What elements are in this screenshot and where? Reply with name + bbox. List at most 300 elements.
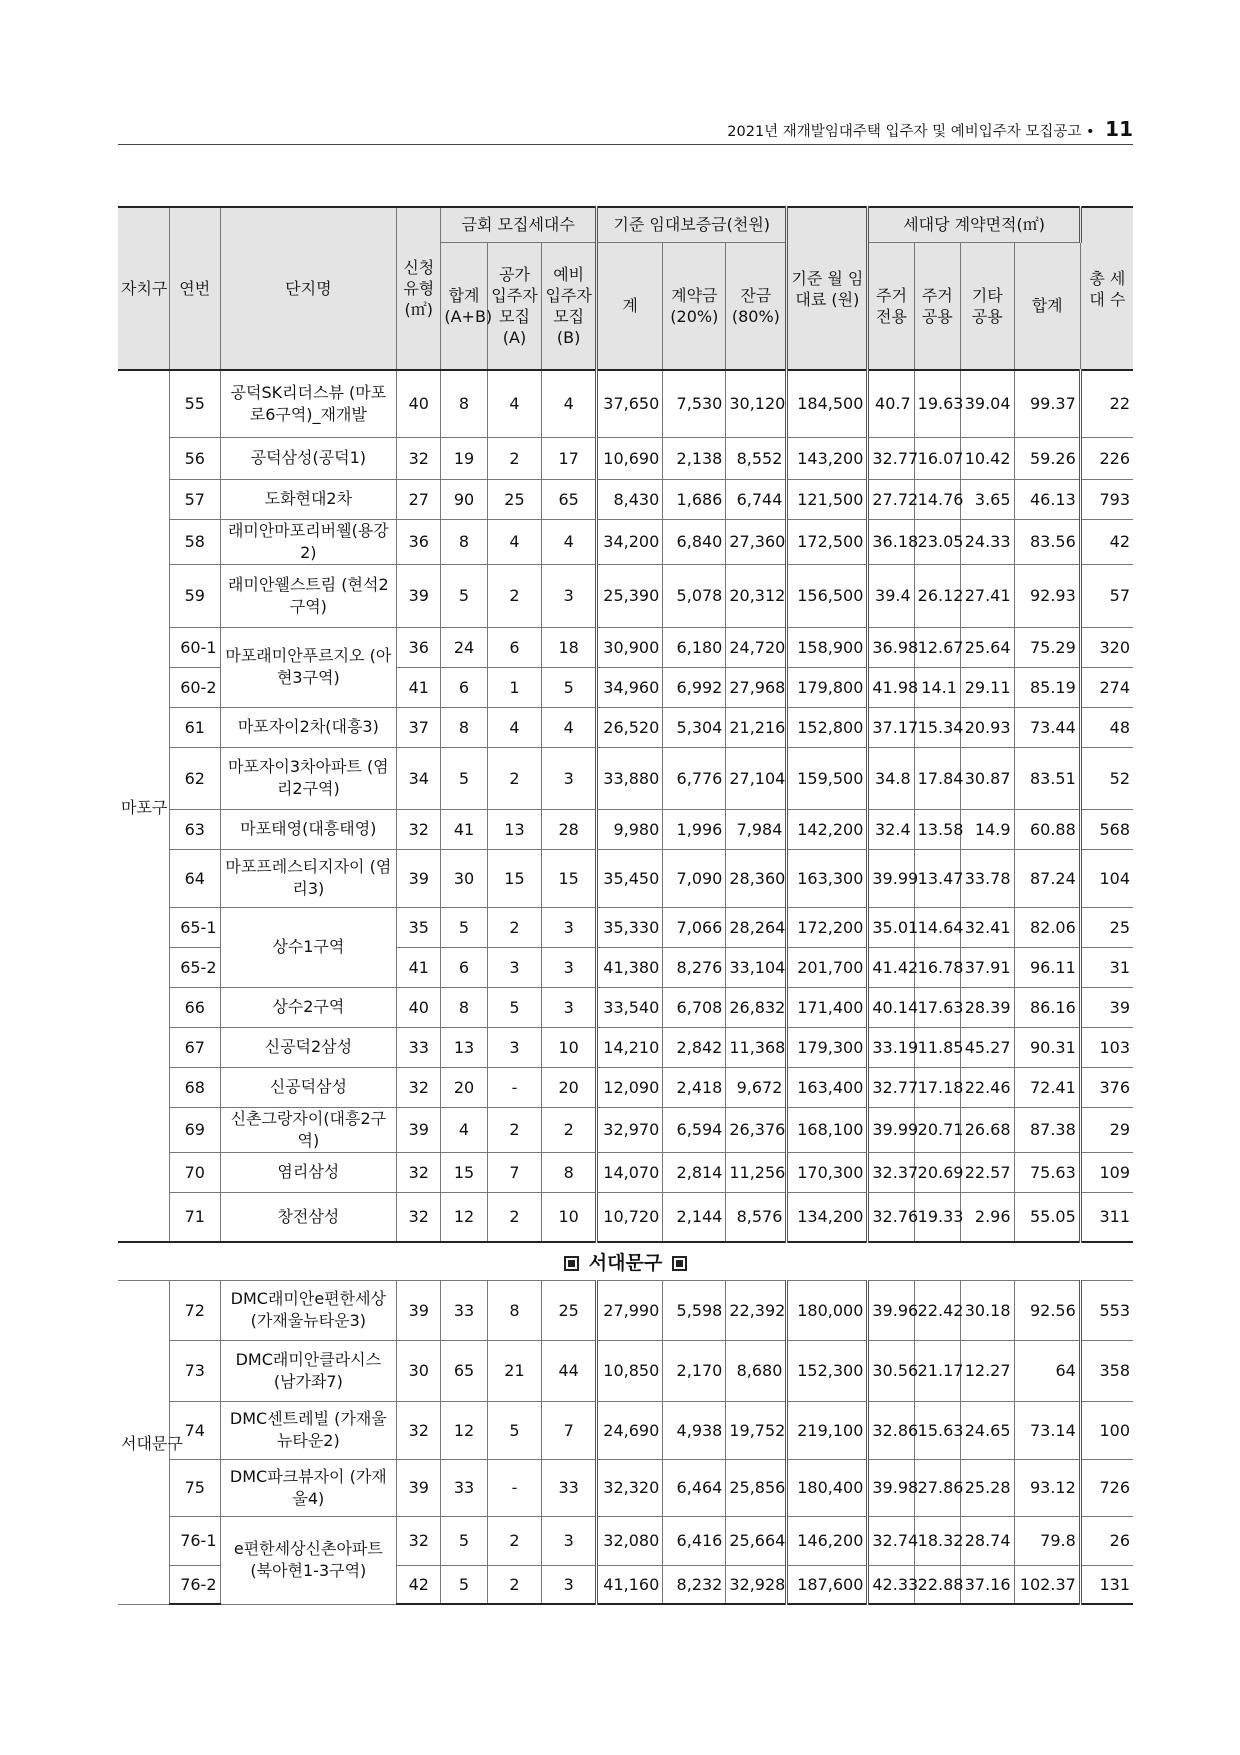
table-row xyxy=(118,1152,1133,1192)
exclusive-cell: 32.74 xyxy=(868,1516,914,1565)
table-row xyxy=(118,564,1133,627)
reserve-cell: 3 xyxy=(542,987,597,1027)
balance-cell: 11,368 xyxy=(726,1027,787,1067)
table-row xyxy=(118,987,1133,1027)
other-cell: 32.41 xyxy=(960,907,1014,947)
exclusive-cell: 27.72 xyxy=(868,479,914,519)
down-cell: 5,304 xyxy=(663,707,726,747)
common-cell: 23.05 xyxy=(914,519,960,564)
deposit-cell: 10,850 xyxy=(597,1340,663,1401)
other-cell: 37.91 xyxy=(960,947,1014,987)
no-cell: 58 xyxy=(170,519,220,564)
vacant-cell: 4 xyxy=(487,370,542,437)
complex-name-cell: DMC센트레빌 (가재울뉴타운2) xyxy=(220,1401,397,1459)
no-cell: 60-2 xyxy=(170,667,220,707)
balance-cell: 26,832 xyxy=(726,987,787,1027)
reserve-cell: 4 xyxy=(542,707,597,747)
reserve-cell: 3 xyxy=(542,1565,597,1604)
complex-name-cell: 상수2구역 xyxy=(220,987,397,1027)
table-row xyxy=(118,907,1133,947)
common-cell: 13.58 xyxy=(914,809,960,849)
down-cell: 5,598 xyxy=(663,1280,726,1340)
exclusive-cell: 33.19 xyxy=(868,1027,914,1067)
vacant-cell: 2 xyxy=(487,1192,542,1242)
reserve-cell: 3 xyxy=(542,907,597,947)
area_sum-cell: 82.06 xyxy=(1014,907,1080,947)
vacant-cell: 2 xyxy=(487,747,542,809)
no-cell: 63 xyxy=(170,809,220,849)
col-down: 계약금 (20%) xyxy=(663,242,726,370)
total-cell: 6 xyxy=(441,947,487,987)
table-row xyxy=(118,809,1133,849)
down-cell: 2,814 xyxy=(663,1152,726,1192)
balance-cell: 32,928 xyxy=(726,1565,787,1604)
deposit-cell: 35,330 xyxy=(597,907,663,947)
other-cell: 22.57 xyxy=(960,1152,1014,1192)
other-cell: 45.27 xyxy=(960,1027,1014,1067)
table-row xyxy=(118,519,1133,564)
other-cell: 12.27 xyxy=(960,1340,1014,1401)
common-cell: 27.86 xyxy=(914,1459,960,1516)
no-cell: 56 xyxy=(170,437,220,479)
page-header xyxy=(118,118,1133,145)
balance-cell: 8,576 xyxy=(726,1192,787,1242)
deposit-cell: 34,960 xyxy=(597,667,663,707)
common-cell: 14.1 xyxy=(914,667,960,707)
households-cell: 793 xyxy=(1080,479,1133,519)
type-cell: 39 xyxy=(397,849,441,907)
page-number: 11 xyxy=(1105,117,1133,141)
area_sum-cell: 92.56 xyxy=(1014,1280,1080,1340)
type-cell: 32 xyxy=(397,437,441,479)
complex-name-cell: 상수1구역 xyxy=(220,907,397,987)
complex-name-cell: 신공덕삼성 xyxy=(220,1067,397,1107)
households-cell: 48 xyxy=(1080,707,1133,747)
complex-name-cell: 래미안웰스트림 (현석2구역) xyxy=(220,564,397,627)
exclusive-cell: 32.86 xyxy=(868,1401,914,1459)
other-cell: 30.18 xyxy=(960,1280,1014,1340)
common-cell: 14.64 xyxy=(914,907,960,947)
total-cell: 33 xyxy=(441,1280,487,1340)
down-cell: 6,416 xyxy=(663,1516,726,1565)
rent-cell: 179,800 xyxy=(787,667,868,707)
area_sum-cell: 75.63 xyxy=(1014,1152,1080,1192)
vacant-cell: 4 xyxy=(487,519,542,564)
type-cell: 32 xyxy=(397,809,441,849)
exclusive-cell: 37.17 xyxy=(868,707,914,747)
type-cell: 36 xyxy=(397,627,441,667)
other-cell: 22.46 xyxy=(960,1067,1014,1107)
area_sum-cell: 87.38 xyxy=(1014,1107,1080,1152)
vacant-cell: 3 xyxy=(487,1027,542,1067)
deposit-cell: 41,380 xyxy=(597,947,663,987)
deposit-cell: 32,320 xyxy=(597,1459,663,1516)
rent-cell: 179,300 xyxy=(787,1027,868,1067)
total-cell: 24 xyxy=(441,627,487,667)
common-cell: 15.34 xyxy=(914,707,960,747)
rent-cell: 163,300 xyxy=(787,849,868,907)
vacant-cell: - xyxy=(487,1459,542,1516)
type-cell: 32 xyxy=(397,1152,441,1192)
other-cell: 30.87 xyxy=(960,747,1014,809)
header-bullet: • xyxy=(1085,124,1095,140)
area_sum-cell: 96.11 xyxy=(1014,947,1080,987)
col-households: 총 세대 수 xyxy=(1080,207,1133,370)
table-row xyxy=(118,1280,1133,1340)
total-cell: 65 xyxy=(441,1340,487,1401)
households-cell: 26 xyxy=(1080,1516,1133,1565)
down-cell: 2,418 xyxy=(663,1067,726,1107)
rent-cell: 187,600 xyxy=(787,1565,868,1604)
other-cell: 28.74 xyxy=(960,1516,1014,1565)
deposit-cell: 35,450 xyxy=(597,849,663,907)
total-cell: 8 xyxy=(441,519,487,564)
area_sum-cell: 59.26 xyxy=(1014,437,1080,479)
households-cell: 568 xyxy=(1080,809,1133,849)
reserve-cell: 8 xyxy=(542,1152,597,1192)
no-cell: 76-2 xyxy=(170,1565,220,1604)
complex-name-cell: 창전삼성 xyxy=(220,1192,397,1242)
vacant-cell: 25 xyxy=(487,479,542,519)
down-cell: 6,594 xyxy=(663,1107,726,1152)
rent-cell: 180,000 xyxy=(787,1280,868,1340)
complex-name-cell: DMC파크뷰자이 (가재울4) xyxy=(220,1459,397,1516)
complex-name-cell: 마포래미안푸르지오 (아현3구역) xyxy=(220,627,397,707)
rent-cell: 142,200 xyxy=(787,809,868,849)
deposit-cell: 34,200 xyxy=(597,519,663,564)
vacant-cell: 1 xyxy=(487,667,542,707)
total-cell: 30 xyxy=(441,849,487,907)
balance-cell: 30,120 xyxy=(726,370,787,437)
type-cell: 27 xyxy=(397,479,441,519)
section-title-row xyxy=(118,1242,1133,1280)
households-cell: 131 xyxy=(1080,1565,1133,1604)
balance-cell: 27,968 xyxy=(726,667,787,707)
col-exclusive: 주거 전용 xyxy=(868,242,914,370)
vacant-cell: 5 xyxy=(487,1401,542,1459)
down-cell: 7,530 xyxy=(663,370,726,437)
col-vacant: 공가 입주자 모집 (A) xyxy=(487,242,542,370)
down-cell: 8,232 xyxy=(663,1565,726,1604)
deposit-cell: 30,900 xyxy=(597,627,663,667)
reserve-cell: 10 xyxy=(542,1027,597,1067)
households-cell: 376 xyxy=(1080,1067,1133,1107)
reserve-cell: 15 xyxy=(542,849,597,907)
exclusive-cell: 35.01 xyxy=(868,907,914,947)
vacant-cell: 5 xyxy=(487,987,542,1027)
no-cell: 76-1 xyxy=(170,1516,220,1565)
no-cell: 64 xyxy=(170,849,220,907)
deposit-cell: 14,210 xyxy=(597,1027,663,1067)
deposit-cell: 41,160 xyxy=(597,1565,663,1604)
reserve-cell: 7 xyxy=(542,1401,597,1459)
complex-name-cell: 신촌그랑자이(대흥2구역) xyxy=(220,1107,397,1152)
vacant-cell: - xyxy=(487,1067,542,1107)
households-cell: 726 xyxy=(1080,1459,1133,1516)
deposit-cell: 33,880 xyxy=(597,747,663,809)
no-cell: 61 xyxy=(170,707,220,747)
exclusive-cell: 32.4 xyxy=(868,809,914,849)
vacant-cell: 2 xyxy=(487,1516,542,1565)
type-cell: 34 xyxy=(397,747,441,809)
households-cell: 25 xyxy=(1080,907,1133,947)
vacant-cell: 2 xyxy=(487,1565,542,1604)
reserve-cell: 4 xyxy=(542,519,597,564)
common-cell: 16.78 xyxy=(914,947,960,987)
complex-name-cell: 도화현대2차 xyxy=(220,479,397,519)
rent-cell: 168,100 xyxy=(787,1107,868,1152)
no-cell: 70 xyxy=(170,1152,220,1192)
other-cell: 3.65 xyxy=(960,479,1014,519)
no-cell: 60-1 xyxy=(170,627,220,667)
total-cell: 6 xyxy=(441,667,487,707)
col-rent: 기준 월 임대료 (원) xyxy=(787,207,868,370)
common-cell: 20.71 xyxy=(914,1107,960,1152)
no-cell: 71 xyxy=(170,1192,220,1242)
common-cell: 17.63 xyxy=(914,987,960,1027)
exclusive-cell: 40.7 xyxy=(868,370,914,437)
deposit-cell: 25,390 xyxy=(597,564,663,627)
no-cell: 66 xyxy=(170,987,220,1027)
deposit-cell: 26,520 xyxy=(597,707,663,747)
rent-cell: 146,200 xyxy=(787,1516,868,1565)
deposit-cell: 9,980 xyxy=(597,809,663,849)
households-cell: 57 xyxy=(1080,564,1133,627)
exclusive-cell: 39.98 xyxy=(868,1459,914,1516)
reserve-cell: 3 xyxy=(542,947,597,987)
balance-cell: 24,720 xyxy=(726,627,787,667)
common-cell: 21.17 xyxy=(914,1340,960,1401)
total-cell: 41 xyxy=(441,809,487,849)
balance-cell: 8,680 xyxy=(726,1340,787,1401)
down-cell: 6,180 xyxy=(663,627,726,667)
type-cell: 32 xyxy=(397,1516,441,1565)
other-cell: 27.41 xyxy=(960,564,1014,627)
complex-name-cell: 마포자이2차(대흥3) xyxy=(220,707,397,747)
common-cell: 19.33 xyxy=(914,1192,960,1242)
households-cell: 109 xyxy=(1080,1152,1133,1192)
no-cell: 65-1 xyxy=(170,907,220,947)
vacant-cell: 3 xyxy=(487,947,542,987)
deposit-cell: 32,080 xyxy=(597,1516,663,1565)
common-cell: 15.63 xyxy=(914,1401,960,1459)
complex-name-cell: 마포자이3차아파트 (염리2구역) xyxy=(220,747,397,809)
rent-cell: 184,500 xyxy=(787,370,868,437)
col-type: 신청 유형 (㎡) xyxy=(397,207,441,370)
households-cell: 22 xyxy=(1080,370,1133,437)
other-cell: 25.28 xyxy=(960,1459,1014,1516)
down-cell: 6,840 xyxy=(663,519,726,564)
no-cell: 55 xyxy=(170,370,220,437)
col-area-sum: 합계 xyxy=(1014,242,1080,370)
households-cell: 100 xyxy=(1080,1401,1133,1459)
reserve-cell: 25 xyxy=(542,1280,597,1340)
other-cell: 26.68 xyxy=(960,1107,1014,1152)
other-cell: 10.42 xyxy=(960,437,1014,479)
rent-cell: 152,300 xyxy=(787,1340,868,1401)
rent-cell: 170,300 xyxy=(787,1152,868,1192)
deposit-cell: 24,690 xyxy=(597,1401,663,1459)
rental-housing-table xyxy=(118,206,1133,1605)
exclusive-cell: 39.96 xyxy=(868,1280,914,1340)
total-cell: 12 xyxy=(441,1192,487,1242)
reserve-cell: 44 xyxy=(542,1340,597,1401)
type-cell: 37 xyxy=(397,707,441,747)
area_sum-cell: 55.05 xyxy=(1014,1192,1080,1242)
total-cell: 15 xyxy=(441,1152,487,1192)
balance-cell: 19,752 xyxy=(726,1401,787,1459)
vacant-cell: 2 xyxy=(487,1107,542,1152)
other-cell: 39.04 xyxy=(960,370,1014,437)
common-cell: 13.47 xyxy=(914,849,960,907)
total-cell: 90 xyxy=(441,479,487,519)
no-cell: 59 xyxy=(170,564,220,627)
balance-cell: 11,256 xyxy=(726,1152,787,1192)
complex-name-cell: DMC래미안클라시스 (남가좌7) xyxy=(220,1340,397,1401)
area_sum-cell: 83.51 xyxy=(1014,747,1080,809)
balance-cell: 8,552 xyxy=(726,437,787,479)
deposit-cell: 10,720 xyxy=(597,1192,663,1242)
complex-name-cell: 공덕SK리더스뷰 (마포로6구역)_재개발 xyxy=(220,370,397,437)
other-cell: 33.78 xyxy=(960,849,1014,907)
other-cell: 24.33 xyxy=(960,519,1014,564)
complex-name-cell: 래미안마포리버웰(용강2) xyxy=(220,519,397,564)
rent-cell: 172,500 xyxy=(787,519,868,564)
area_sum-cell: 93.12 xyxy=(1014,1459,1080,1516)
vacant-cell: 21 xyxy=(487,1340,542,1401)
table-row xyxy=(118,1401,1133,1459)
rent-cell: 219,100 xyxy=(787,1401,868,1459)
exclusive-cell: 39.99 xyxy=(868,1107,914,1152)
table-row xyxy=(118,479,1133,519)
households-cell: 52 xyxy=(1080,747,1133,809)
other-cell: 24.65 xyxy=(960,1401,1014,1459)
deposit-cell: 27,990 xyxy=(597,1280,663,1340)
reserve-cell: 65 xyxy=(542,479,597,519)
vacant-cell: 2 xyxy=(487,437,542,479)
rent-cell: 171,400 xyxy=(787,987,868,1027)
col-no: 연번 xyxy=(170,207,220,370)
reserve-cell: 20 xyxy=(542,1067,597,1107)
total-cell: 5 xyxy=(441,747,487,809)
no-cell: 68 xyxy=(170,1067,220,1107)
vacant-cell: 2 xyxy=(487,907,542,947)
complex-name-cell: 마포프레스티지자이 (염리3) xyxy=(220,849,397,907)
reserve-cell: 33 xyxy=(542,1459,597,1516)
area_sum-cell: 87.24 xyxy=(1014,849,1080,907)
exclusive-cell: 36.98 xyxy=(868,627,914,667)
no-cell: 75 xyxy=(170,1459,220,1516)
col-common: 주거 공용 xyxy=(914,242,960,370)
down-cell: 2,144 xyxy=(663,1192,726,1242)
other-cell: 14.9 xyxy=(960,809,1014,849)
area_sum-cell: 79.8 xyxy=(1014,1516,1080,1565)
exclusive-cell: 39.99 xyxy=(868,849,914,907)
table-row xyxy=(118,1340,1133,1401)
down-cell: 6,708 xyxy=(663,987,726,1027)
exclusive-cell: 40.14 xyxy=(868,987,914,1027)
down-cell: 6,992 xyxy=(663,667,726,707)
total-cell: 5 xyxy=(441,564,487,627)
no-cell: 67 xyxy=(170,1027,220,1067)
area_sum-cell: 86.16 xyxy=(1014,987,1080,1027)
exclusive-cell: 32.77 xyxy=(868,437,914,479)
down-cell: 6,776 xyxy=(663,747,726,809)
other-cell: 28.39 xyxy=(960,987,1014,1027)
table-row xyxy=(118,370,1133,437)
header-title: 2021년 재개발임대주택 입주자 및 예비입주자 모집공고 xyxy=(727,124,1082,140)
table-row xyxy=(118,627,1133,667)
reserve-cell: 18 xyxy=(542,627,597,667)
common-cell: 14.76 xyxy=(914,479,960,519)
total-cell: 8 xyxy=(441,370,487,437)
table-row xyxy=(118,849,1133,907)
type-cell: 32 xyxy=(397,1401,441,1459)
type-cell: 39 xyxy=(397,1280,441,1340)
area_sum-cell: 99.37 xyxy=(1014,370,1080,437)
rent-cell: 152,800 xyxy=(787,707,868,747)
area_sum-cell: 90.31 xyxy=(1014,1027,1080,1067)
type-cell: 41 xyxy=(397,667,441,707)
households-cell: 104 xyxy=(1080,849,1133,907)
col-reserve: 예비 입주자 모집 (B) xyxy=(542,242,597,370)
balance-cell: 20,312 xyxy=(726,564,787,627)
common-cell: 22.42 xyxy=(914,1280,960,1340)
col-deposit-group: 기준 임대보증금(천원) xyxy=(597,207,787,242)
other-cell: 37.16 xyxy=(960,1565,1014,1604)
type-cell: 36 xyxy=(397,519,441,564)
total-cell: 33 xyxy=(441,1459,487,1516)
rent-cell: 180,400 xyxy=(787,1459,868,1516)
common-cell: 20.69 xyxy=(914,1152,960,1192)
area_sum-cell: 75.29 xyxy=(1014,627,1080,667)
down-cell: 7,090 xyxy=(663,849,726,907)
deposit-cell: 14,070 xyxy=(597,1152,663,1192)
balance-cell: 6,744 xyxy=(726,479,787,519)
households-cell: 553 xyxy=(1080,1280,1133,1340)
complex-name-cell: 신공덕2삼성 xyxy=(220,1027,397,1067)
households-cell: 358 xyxy=(1080,1340,1133,1401)
down-cell: 4,938 xyxy=(663,1401,726,1459)
down-cell: 1,996 xyxy=(663,809,726,849)
rent-cell: 172,200 xyxy=(787,907,868,947)
total-cell: 12 xyxy=(441,1401,487,1459)
section-title xyxy=(118,1242,1133,1280)
rent-cell: 156,500 xyxy=(787,564,868,627)
complex-name-cell: 공덕삼성(공덕1) xyxy=(220,437,397,479)
other-cell: 29.11 xyxy=(960,667,1014,707)
exclusive-cell: 32.37 xyxy=(868,1152,914,1192)
reserve-cell: 3 xyxy=(542,1516,597,1565)
total-cell: 13 xyxy=(441,1027,487,1067)
households-cell: 226 xyxy=(1080,437,1133,479)
common-cell: 22.88 xyxy=(914,1565,960,1604)
balance-cell: 27,104 xyxy=(726,747,787,809)
total-cell: 4 xyxy=(441,1107,487,1152)
balance-cell: 9,672 xyxy=(726,1067,787,1107)
no-cell: 69 xyxy=(170,1107,220,1152)
no-cell: 62 xyxy=(170,747,220,809)
area_sum-cell: 92.93 xyxy=(1014,564,1080,627)
vacant-cell: 8 xyxy=(487,1280,542,1340)
down-cell: 1,686 xyxy=(663,479,726,519)
type-cell: 30 xyxy=(397,1340,441,1401)
total-cell: 8 xyxy=(441,707,487,747)
exclusive-cell: 39.4 xyxy=(868,564,914,627)
households-cell: 29 xyxy=(1080,1107,1133,1152)
households-cell: 274 xyxy=(1080,667,1133,707)
exclusive-cell: 32.77 xyxy=(868,1067,914,1107)
